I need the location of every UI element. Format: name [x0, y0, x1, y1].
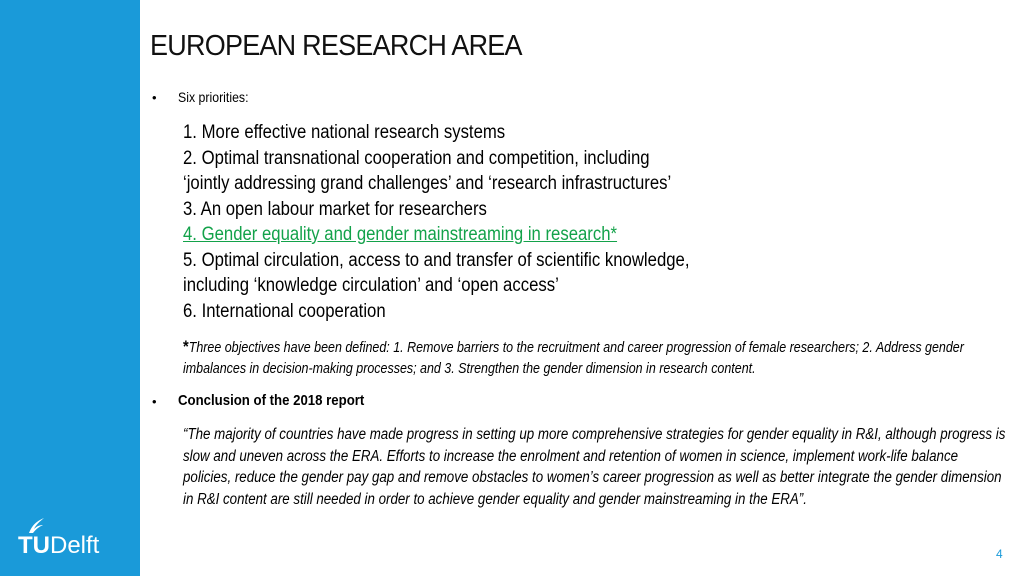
footnote-text: Three objectives have been defined: 1. Remove barriers to the recruitment and career progression of female researchers; 2. Address gender imbalances in decision-making processes; and 3. Strengthen the gender dimension in research content. — [183, 340, 964, 377]
priorities-list — [183, 120, 759, 324]
flame-icon — [26, 516, 46, 534]
priority-line: 1. More effective national research systems — [183, 122, 506, 143]
priority-line: 3. An open labour market for researchers — [183, 198, 487, 220]
sidebar-band — [0, 0, 140, 576]
bullet-conclusion: Conclusion of the 2018 report — [178, 392, 365, 409]
bullet-six-priorities: Six priorities: — [178, 89, 249, 105]
priority-line: including ‘knowledge circulation’ and ‘open access’ — [183, 275, 559, 296]
priority-line: ‘jointly addressing grand challenges’ and ‘research infrastructures’ — [183, 173, 672, 194]
tu-delft-logo — [18, 518, 99, 558]
logo-tu: TU — [18, 532, 50, 559]
priority-line: 2. Optimal transnational cooperation and competition, including — [183, 147, 650, 169]
page-title: EUROPEAN RESEARCH AREA — [150, 30, 522, 62]
logo-delft: Delft — [50, 532, 100, 559]
priority-gender-link[interactable]: 4. Gender equality and gender mainstreaming in research* — [183, 224, 618, 245]
bullet-dot-1: • — [152, 90, 157, 105]
conclusion-quote: “The majority of countries have made progress in setting up more comprehensive strategies for gender equality in R&I, although progress is slow and uneven across the ERA. Efforts to increase the enrolment and retention of women in science, implement work-life balance policies, reduce the gender pay gap and remove obstacles to women’s career progression as well as better integrate the gender dimension in R&I content are still needed in order to achieve gender equality and gender mainstreaming in the ERA”. — [183, 426, 1006, 508]
footnote — [183, 336, 1013, 380]
footnote-star: * — [183, 337, 189, 356]
page-number: 4 — [996, 547, 1003, 561]
priority-line: 5. Optimal circulation, access to and transfer of scientific knowledge, — [183, 249, 690, 271]
priority-line: 6. International cooperation — [183, 300, 386, 322]
bullet-dot-2: • — [152, 394, 157, 409]
